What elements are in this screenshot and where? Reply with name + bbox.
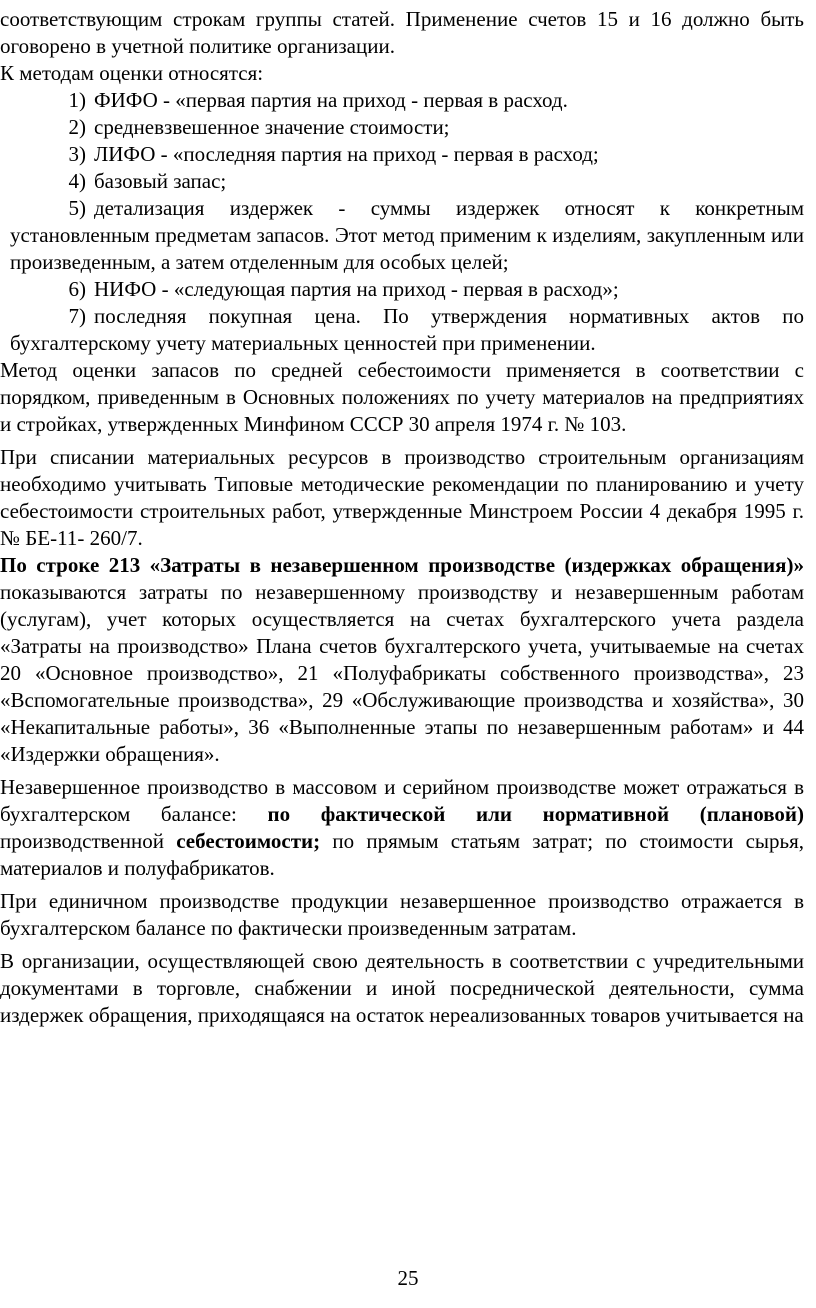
list-item: 1) ФИФО - «первая партия на приход - первая в расход.	[68, 88, 568, 112]
paragraph-wip-single: При единичном производстве продукции незавершенное производство отражается в бухгалтерском балансе по фактически произведенным затратам.	[0, 889, 804, 940]
list-item: 4) базовый запас;	[68, 169, 227, 193]
paragraph-average-cost: Метод оценки запасов по средней себестоимости применяется в соответствии с порядком, приведенным в Основных положениях по учету материалов на предприятиях и стройках, утвержденных Минфином СССР 30 апреля 1974 г. № 103.	[0, 358, 804, 436]
line-213-heading: По строке 213 «Затраты в незавершенном производстве (издержках обращения)»	[0, 553, 804, 577]
valuation-methods-list	[0, 87, 804, 357]
paragraph-wip-mass: Незавершенное производство в массовом и серийном производстве может отражаться в бухгалтерском балансе: по фактической или нормативной (плановой) производственной себестоимости; по прямым статьям затрат; по стоимости сырья, материалов и полуфабрикатов.	[0, 775, 805, 880]
paragraph-trade-costs: В организации, осуществляющей свою деятельность в соответствии с учредительными документами в торговле, снабжении и иной посреднической деятельности, сумма издержек обращения, приходящаяся на остаток нереализованных товаров учитывается на	[0, 949, 804, 1027]
page-body	[0, 6, 804, 1029]
paragraph-methods-intro: К методам оценки относятся:	[0, 61, 264, 85]
paragraph-line-213: По строке 213 «Затраты в незавершенном производстве (издержках обращения)» показываются затраты по незавершенному производству и незавершенным работам (услугам), учет которых осуществляется на счетах бухгалтерского учета раздела «Затраты на производство» Плана счетов бухгалтерского учета, учитываемые на счетах 20 «Основное производство», 21 «Полуфабрикаты собственного производства», 23 «Вспомогательные производства», 29 «Обслуживающие производства и хозяйства», 30 «Некапитальные работы», 36 «Выполненные этапы по незавершенным работам» и 44 «Издержки обращения».	[0, 553, 804, 766]
list-item: 6) НИФО - «следующая партия на приход - первая в расход»;	[68, 277, 619, 301]
list-item: 5) детализация издержек - суммы издержек относят к конкретным установленным предметам запасов. Этот метод применим к изделиям, закупленным или произведенным, а затем отделенным для особых целей;	[10, 196, 804, 274]
list-item: 3) ЛИФО - «последняя партия на приход - первая в расход;	[68, 142, 599, 166]
paragraph-write-off: При списании материальных ресурсов в производство строительным организациям необходимо учитывать Типовые методические рекомендации по планированию и учету себестоимости строительных работ, утвержденные Минстроем России 4 декабря 1995 г. № БЕ-11- 260/7.	[0, 445, 804, 550]
list-item: 2) средневзвешенное значение стоимости;	[68, 115, 450, 139]
paragraph-accounts-policy: соответствующим строкам группы статей. Применение счетов 15 и 16 должно быть оговорено в учетной политике организации.	[0, 7, 804, 58]
page-number: 25	[397, 1266, 419, 1290]
list-item: 7) последняя покупная цена. По утверждения нормативных актов по бухгалтерскому учету материальных ценностей при применении.	[10, 304, 804, 355]
